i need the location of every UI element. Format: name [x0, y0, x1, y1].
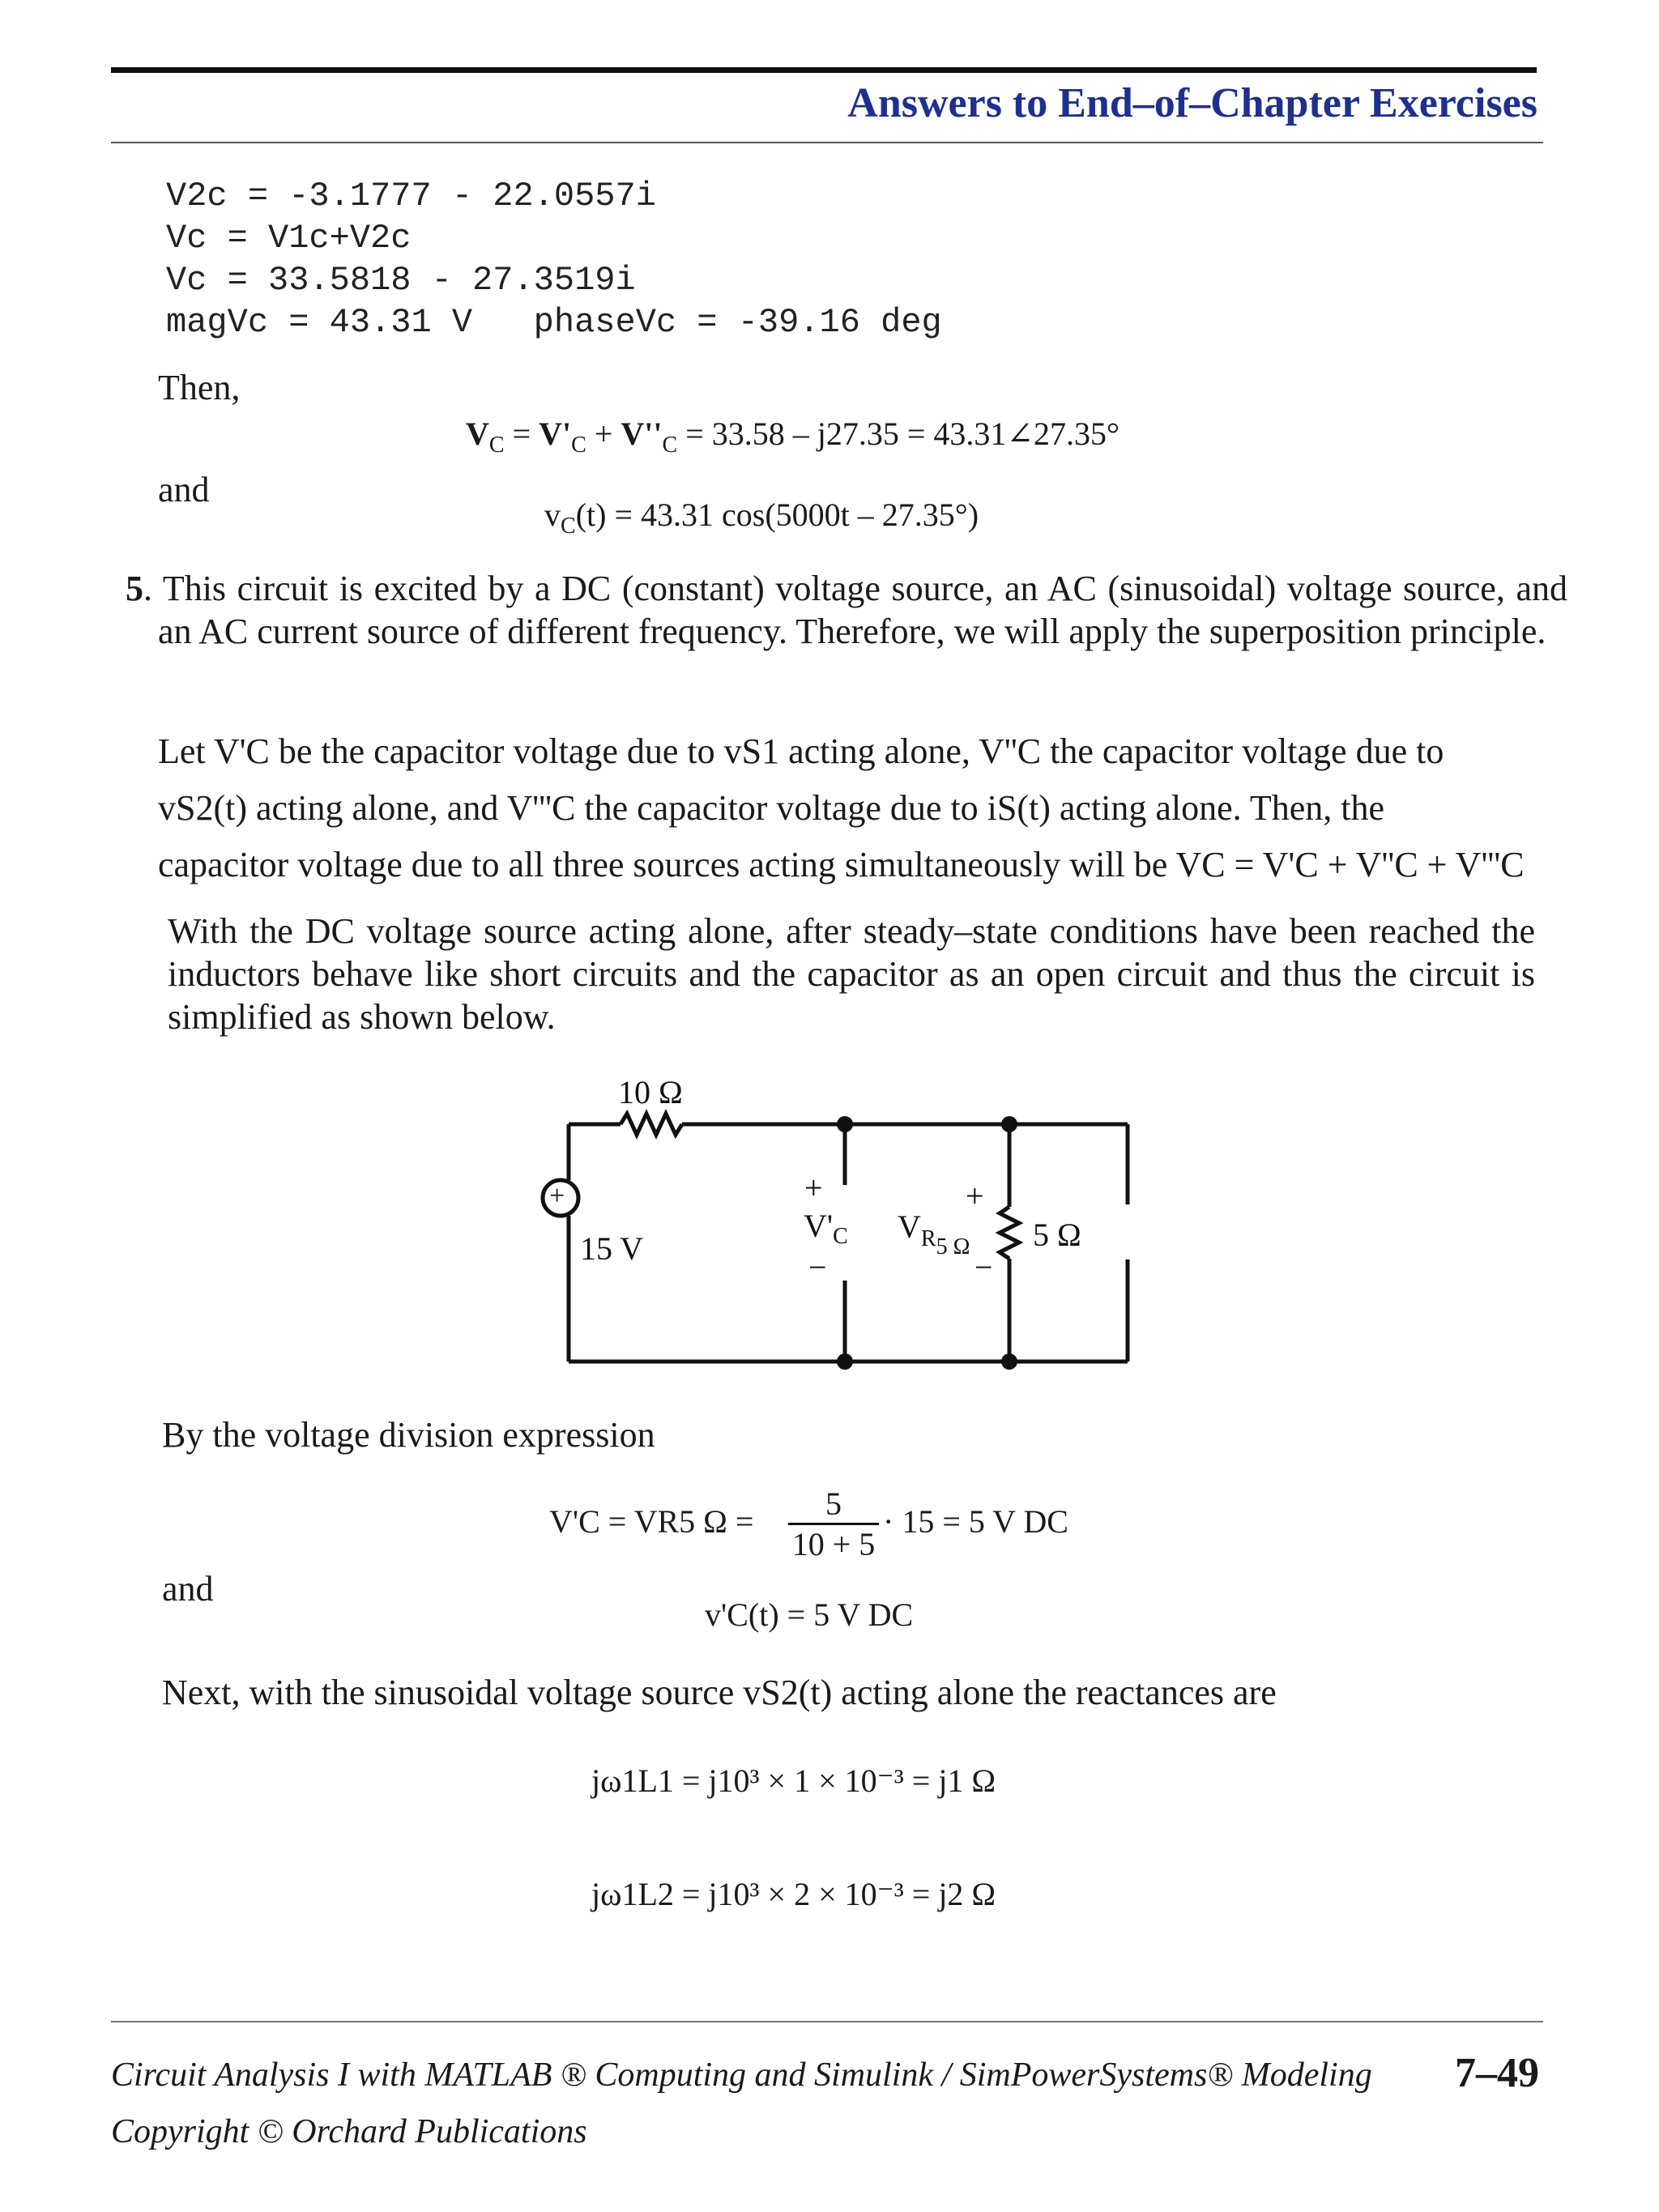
code-line: V2c = -3.1777 - 22.0557i [166, 177, 656, 215]
footer-copyright: Copyright © Orchard Publications [111, 2113, 587, 2150]
resistor-5-label: 5 Ω [1033, 1217, 1081, 1253]
then-label: Then, [158, 368, 241, 407]
let-paragraph: Let V'C be the capacitor voltage due to vS1 acting alone, V''C the capacitor voltage due to vS2(t) acting alone, and V'''C the capacitor voltage due to iS(t) acting alone. Then, the capacitor voltage due to all three sources acting simultaneously will be VC = V'C + V''C + V'''C [158, 731, 1525, 884]
equation-reactance-l1: jω1L1 = j10³ × 1 × 10⁻³ = j1 Ω [591, 1762, 996, 1799]
code-line: magVc = 43.31 V phaseVc = -39.16 deg [166, 303, 942, 342]
vr-plus: + [966, 1178, 984, 1214]
source-voltage-label: 15 V [580, 1230, 644, 1267]
vc-plus: + [804, 1170, 823, 1206]
footer-book-title: Circuit Analysis I with MATLAB ® Computing and Simulink / SimPowerSystems® Modeling [111, 2056, 1372, 2094]
footer-rule [111, 2021, 1543, 2022]
dc-paragraph: With the DC voltage source acting alone, after steady–state conditions have been reached the inductors behave like short circuits and the capacitor as an open circuit and thus the circuit is simplified as shown below. [168, 911, 1535, 1037]
voltage-division-text: By the voltage division expression [162, 1415, 655, 1455]
equation-vc-phasor: $V_C = V'_C + V''_C = 33.58 - j27.35$ = 43.31∠27.35° [466, 416, 1120, 458]
equation-vc-dc-time: v'C(t) = 5 V DC [705, 1596, 914, 1633]
running-header: Answers to End–of–Chapter Exercises [847, 80, 1537, 126]
problem-5-text: 5. This circuit is excited by a DC (constant) voltage source, an AC (sinusoidal) voltage source, and an AC current source of different frequency. Therefore, we will apply the superposition principle. [126, 569, 1567, 651]
dc-circuit-diagram [518, 1065, 1150, 1405]
equation-vc-dc-lhs: V'C = VR5 Ω = [549, 1503, 754, 1540]
header-rule [111, 67, 1537, 73]
source-plus: + [549, 1181, 565, 1211]
vr-minus: − [975, 1249, 993, 1285]
equation-vc-time: $v_C(t) = 43.31$ cos(5000t – 27.35°) [544, 497, 979, 539]
header-underline [111, 142, 1543, 143]
code-line: Vc = V1c+V2c [166, 219, 412, 258]
page-number: 7–49 [1455, 2050, 1539, 2096]
vc-minus: − [808, 1249, 827, 1285]
code-line: Vc = 33.5818 - 27.3519i [166, 261, 636, 300]
equation-reactance-l2: jω1L2 = j10³ × 2 × 10⁻³ = j2 Ω [591, 1876, 996, 1912]
fraction-numerator: 5 [825, 1485, 842, 1522]
and-label: and [158, 470, 210, 509]
resistor-10-label: 10 Ω [618, 1074, 683, 1110]
next-paragraph: Next, with the sinusoidal voltage source vS2(t) acting alone the reactances are [162, 1673, 1277, 1712]
equation-vc-dc-rhs: · 15 = 5 V DC [883, 1503, 1068, 1540]
vr-label: $V_{R5 \Omega}$ [898, 1208, 970, 1259]
fraction-denominator: 10 + 5 [791, 1526, 876, 1562]
and-label: and [162, 1569, 214, 1609]
vc-label: $V'_C$ [804, 1208, 848, 1249]
